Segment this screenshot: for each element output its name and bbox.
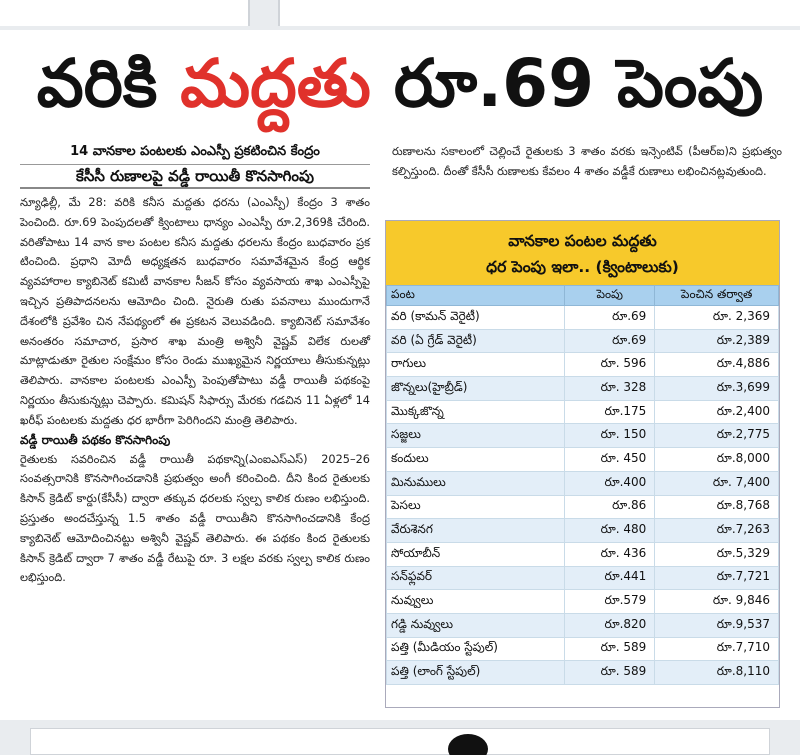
crop-cell: మినుములు [387,471,565,495]
headline-highlight: మద్దతు [180,45,371,122]
section-heading-interest-subsidy: వడ్డీ రాయితీ పథకం కొనసాగింపు [20,432,171,447]
table-row [387,495,779,519]
table-row [387,306,779,330]
header-increase: పెంపు [565,286,655,306]
crop-cell: జొన్నలు(హైబ్రీడ్) [387,377,565,401]
table-row [387,661,779,685]
new-price-cell: రూ.9,537 [655,613,779,637]
crop-cell: పెసలు [387,495,565,519]
crop-cell: రాగులు [387,353,565,377]
crop-cell: నువ్వులు [387,590,565,614]
article-paragraph-1: న్యూఢిల్లీ, మే 28: వరికి కనీస మద్దతు ధరను (ఎంఎస్పీ) కేంద్రం 3 శాతం పెంచింది. రూ.69 పెంపుదలతో క్వింటాలు ధాన్యం ఎంఎస్పీ రూ.2,369కి చేరింది. వరితోపాటు 14 వాన కాల పంటల కనీస మద్దతు ధరలను కేంద్రం బుధవారం ప్రక టించింది. ప్రధాని మోదీ అధ్యక్షతన బుధవారం సమావేశమైన కేంద్ర ఆర్థిక వ్యవహారాల క్యాబినెట్ కమిటీ వానకాల సీజన్ కోసం వ్యవసాయ శాఖ ఎంఎస్పీపై ఇచ్చిన ప్రతిపాదనలను ఆమోదిం చింది. నైరుతి రుతు పవనాలు ముందుగానే దేశంలోకి ప్రవేశిం చిన నేపథ్యంలో ఈ ప్రకటన వెలువడింది. క్యాబినెట్ సమావేశం అనంతరం సమాచార, ప్రసార శాఖ మంత్రి అశ్వినీ వైష్ణవ్ విలేక రులతో మాట్లాడుతూ రైతుల సంక్షేమం కోసం రెండు ముఖ్యమైన నిర్ణయాలు తీసుకున్నట్లు తెలిపారు. వానకాల పంటలకు ఎంఎస్పీ పెంపుతోపాటు వడ్డీ రాయితీ పథకంపై నిర్ణయం తీసుకున్నట్లు చెప్పారు. కమిషన్ సిఫార్సు మేరకు గడచిన 11 ఏళ్లలో 14 ఖరీఫ్ పంటలకు మద్దతు ధర భారీగా పెరిగిందని మంత్రి తెలిపారు. [20,196,370,427]
left-column [20,142,370,588]
new-price-cell: రూ.5,329 [655,542,779,566]
increase-cell: రూ. 589 [565,637,655,661]
crop-cell: వేరుశెనగ [387,519,565,543]
table-title [386,221,779,285]
article-paragraph-2: రైతులకు సవరించిన వడ్డీ రాయితీ పథకాన్ని(ఎంఐఎస్ఎస్) 2025–26 సంవత్సరానికి కొనసాగించడానికి ప్రభుత్వం అంగీ కరించింది. దీని కింద రైతులకు కిసాన్ క్రెడిట్ కార్డు(కేసీసీ) ద్వారా తక్కువ ధరలకు స్వల్ప కాలిక రుణం లభిస్తుంది. ప్రస్తుతం అందచేస్తున్న 1.5 శాతం వడ్డీ రాయితీని కొనసాగించడానికి కేంద్ర క్యాబినెట్ ఆమోదించినట్టు అశ్వినీ వైష్ణవ్ తెలిపారు. ఈ పథకం కింద రైతులకు కిసాన్ క్రెడిట్ ద్వారా 7 శాతం వడ్డీ రేటుపై రూ. 3 లక్షల వరకు స్వల్ప కాలిక రుణం లభిస్తుంది. [20,452,370,585]
increase-cell: రూ. 480 [565,519,655,543]
crop-cell: కందులు [387,448,565,472]
increase-cell: రూ.69 [565,329,655,353]
increase-cell: రూ. 150 [565,424,655,448]
table-row [387,424,779,448]
header-crop: పంట [387,286,565,306]
msp-table [386,285,779,685]
header-new-price: పెంచిన తర్వాత [655,286,779,306]
article-paragraph-3: రుణాలను సకాలంలో చెల్లించే రైతులకు 3 శాతం వరకు ఇన్సెంటివ్ (పీఆర్ఐ)ని ప్రభుత్వం కల్పిస్తుంది. దీంతో కేసీసీ రుణాలకు కేవలం 4 శాతం వడ్డీకే రుణాలు లభించినట్లవుతుంది. [392,145,782,178]
increase-cell: రూ.69 [565,306,655,330]
prev-article-fragment-left [0,0,250,26]
table-row [387,542,779,566]
table-row [387,377,779,401]
new-price-cell: రూ.2,400 [655,400,779,424]
new-price-cell: రూ.8,110 [655,661,779,685]
increase-cell: రూ.441 [565,566,655,590]
crop-cell: మొక్కజొన్న [387,400,565,424]
new-price-cell: రూ.2,775 [655,424,779,448]
new-price-cell: రూ. 7,400 [655,471,779,495]
increase-cell: రూ.820 [565,613,655,637]
table-row [387,471,779,495]
table-row [387,353,779,377]
new-price-cell: రూ.7,710 [655,637,779,661]
headline [0,34,800,134]
crop-cell: పత్తి (లాంగ్ స్టేపుల్) [387,661,565,685]
crop-cell: వరి (ఏ గ్రేడ్ వెరైటీ) [387,329,565,353]
new-price-cell: రూ. 2,369 [655,306,779,330]
new-price-cell: రూ.2,389 [655,329,779,353]
crop-cell: సజ్జలు [387,424,565,448]
new-price-cell: రూ.3,699 [655,377,779,401]
increase-cell: రూ. 436 [565,542,655,566]
table-row [387,613,779,637]
new-price-cell: రూ.8,768 [655,495,779,519]
subheadline-msp: 14 వానకాల పంటలకు ఎంఎస్పీ ప్రకటించిన కేంద్రం [20,142,370,165]
table-row [387,519,779,543]
crop-cell: పత్తి (మీడియం స్టేపుల్) [387,637,565,661]
table-row [387,400,779,424]
table-row [387,566,779,590]
msp-table-box [385,220,780,708]
bottom-clipped-strip [0,720,800,755]
table-row [387,329,779,353]
increase-cell: రూ.86 [565,495,655,519]
table-title-line1: వానకాల పంటల మద్దతు [508,232,657,250]
increase-cell: రూ. 450 [565,448,655,472]
prev-article-fragment-right [278,0,800,26]
new-price-cell: రూ.4,886 [655,353,779,377]
subheadline-kcc: కేసీసీ రుణాలపై వడ్డీ రాయితీ కొనసాగింపు [20,165,370,189]
table-row [387,637,779,661]
headline-part1: వరికి [36,45,181,122]
crop-cell: సన్‌ఫ్లవర్ [387,566,565,590]
increase-cell: రూ.175 [565,400,655,424]
headline-part3: రూ.69 పెంపు [370,45,764,122]
table-row [387,448,779,472]
increase-cell: రూ.579 [565,590,655,614]
crop-cell: వరి (కామన్ వెరైటీ) [387,306,565,330]
table-header-row [387,286,779,306]
increase-cell: రూ. 328 [565,377,655,401]
new-price-cell: రూ.7,721 [655,566,779,590]
new-price-cell: రూ.7,263 [655,519,779,543]
crop-cell: సోయాబీన్ [387,542,565,566]
increase-cell: రూ. 589 [565,661,655,685]
new-price-cell: రూ. 9,846 [655,590,779,614]
increase-cell: రూ. 596 [565,353,655,377]
table-row [387,590,779,614]
top-clipped-strip [0,0,800,30]
new-price-cell: రూ.8,000 [655,448,779,472]
table-title-line2: ధర పెంపు ఇలా.. (క్వింటాలుకు) [486,258,679,276]
crop-cell: గడ్డి నువ్వులు [387,613,565,637]
next-article-fragment [30,728,770,755]
increase-cell: రూ.400 [565,471,655,495]
